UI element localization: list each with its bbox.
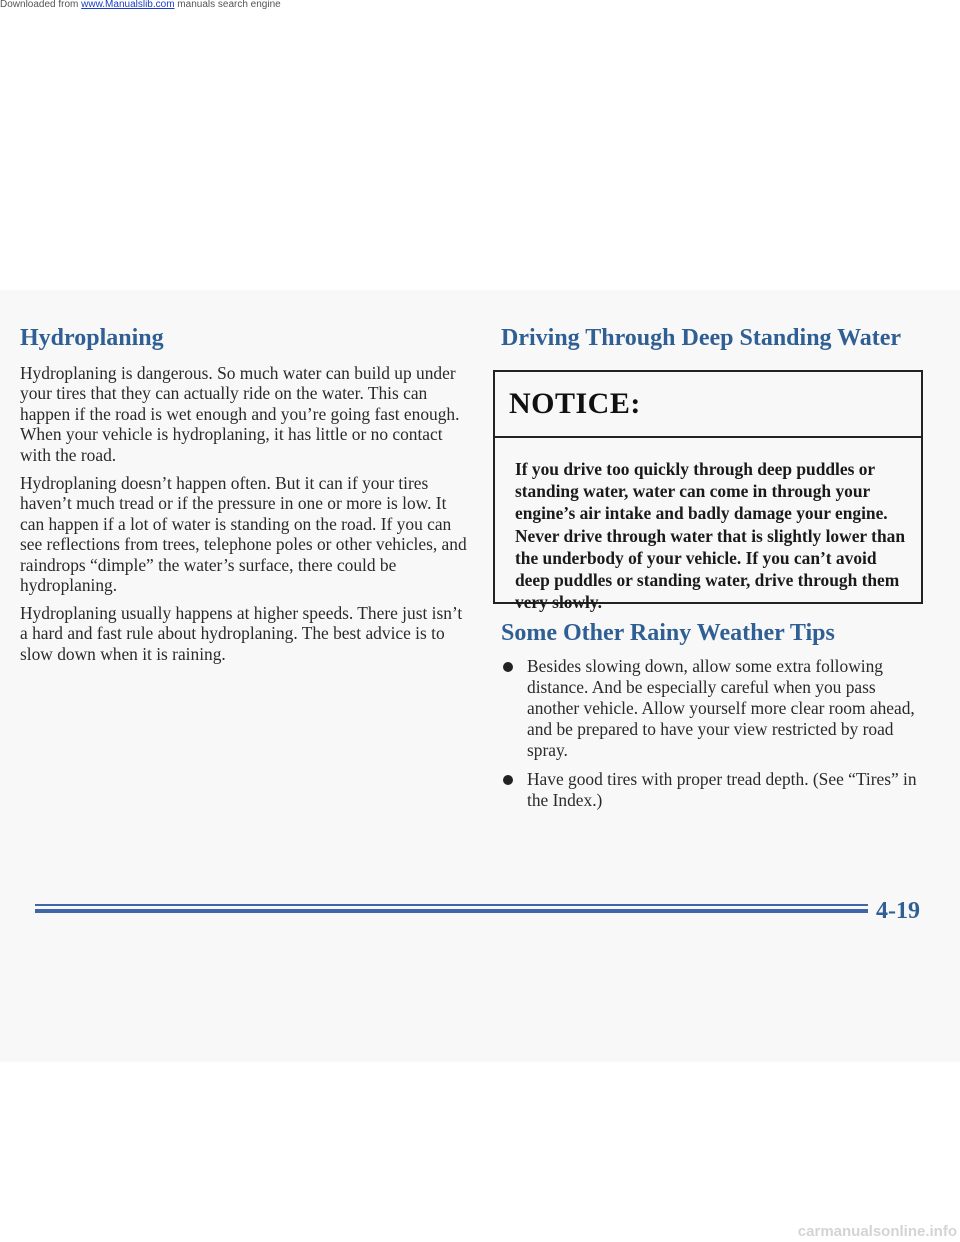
site-watermark: carmanualsonline.info [797,1223,957,1240]
tip-text: Have good tires with proper tread depth. (See “Tires” in the Index.) [527,769,917,810]
page-number: 4-19 [876,898,920,924]
tip-text: Besides slowing down, allow some extra following distance. And be especially careful when you pass another vehicle. Allow yourself more clear room ahead, and be prepared to have your view restricted by road spray. [527,656,915,760]
notice-text: If you drive too quickly through deep puddles or standing water, water can come in through your engine’s air intake and badly damage your engine. Never drive through water that is slightly lower than the underbody of your vehicle. If you can’t avoid deep puddles or standing water, drive through them very slowly. [515,459,905,613]
footer-rule-thick [35,909,868,913]
list-item [502,769,922,811]
banner-prefix: Downloaded from [0,0,82,10]
list-item [502,656,922,761]
hydroplaning-paragraph-3: Hydroplaning usually happens at higher speeds. There just isn’t a hard and fast rule about hydroplaning. The best advice is to slow down when it is raining. [20,603,463,664]
deep-water-heading: Driving Through Deep Standing Water [501,325,902,351]
banner-suffix: manuals search engine [174,0,281,10]
bullet-icon [503,662,513,672]
hydroplaning-paragraph-1: Hydroplaning is dangerous. So much water can build up under your tires that they can actually ride on the water. This can happen if the road is wet enough and you’re going fast enough. When your vehicle is hydroplaning, it has little or no contact with the road. [20,363,460,465]
manualslib-link[interactable]: www.Manualslib.com [81,0,175,10]
hydroplaning-paragraph-2: Hydroplaning doesn’t happen often. But it can if your tires haven’t much tread or if the pressure in one or more is low. It can happen if a lot of water is standing on the road. If you can see reflections from trees, telephone poles or other vehicles, and raindrops “dimple” the water’s surface, there could be hydroplaning. [20,473,467,596]
bullet-icon [503,775,513,785]
rainy-weather-tips-heading: Some Other Rainy Weather Tips [501,620,835,646]
hydroplaning-heading: Hydroplaning [20,325,164,351]
notice-box [493,370,923,613]
notice-title: NOTICE: [509,387,641,420]
download-banner [0,0,281,10]
footer-rule-thin [35,904,868,906]
tips-list [502,656,922,819]
notice-header [495,372,921,438]
